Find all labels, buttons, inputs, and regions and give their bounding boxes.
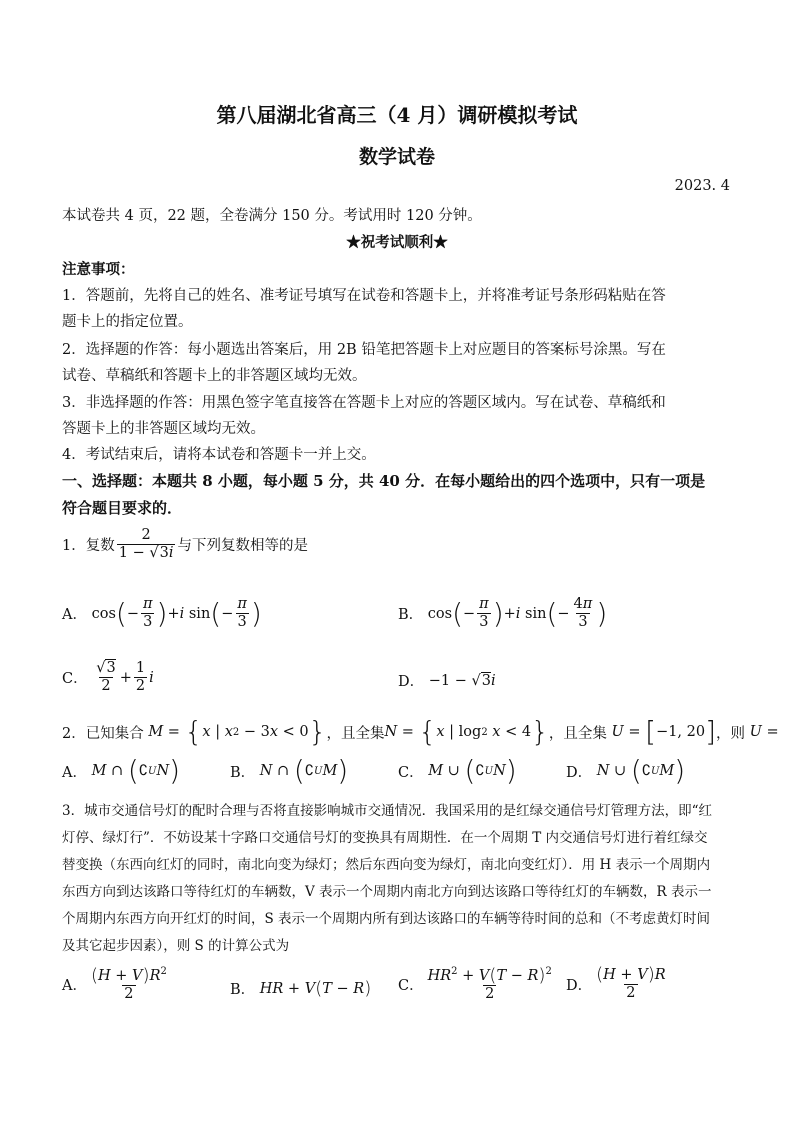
exam-date: 2023. 4 [674, 178, 730, 194]
q2-option-a: A． M ∩ ( ∁ U N ) [62, 754, 181, 787]
notes-heading: 注意事项： [62, 261, 135, 278]
exam-subtitle: 数学试卷 [358, 146, 435, 168]
note-line: 4．考试结束后，请将本试卷和答题卡一并上交。 [62, 447, 376, 463]
q2-option-c: C． M ∪ ( ∁ U N ) [398, 754, 517, 787]
note-line: 题卡上的指定位置。 [62, 314, 193, 330]
question-1 [62, 527, 308, 563]
question-3-line: 东西方向到达该路口等待红灯的车辆数，V 表示一个周期内南北方向到达该路口等待红灯的车辆数，R 表示一 [62, 884, 712, 900]
exam-title: 第八届湖北省高三（4 月）调研模拟考试 [216, 103, 578, 127]
note-line: 答题卡上的非答题区域均无效。 [62, 421, 265, 437]
note-line: 3．非选择题的作答：用黑色签字笔直接答在答题卡上对应的答题区域内。写在试卷、草稿纸和 [62, 395, 666, 411]
question-3-line: 及其它起步因素），则 S 的计算公式为 [62, 938, 290, 954]
q2-option-d: D． N ∪ ( ∁ U M ) [566, 754, 686, 787]
section-heading: 一、选择题：本题共 8 小题，每小题 5 分，共 40 分．在每小题给出的四个选项中，只有一项是 [62, 472, 706, 490]
question-3-line: 个周期内东西方向开红灯的时间，S 表示一个周期内所有到达该路口的车辆等待时间的总和（不考虑黄灯时间 [62, 911, 711, 927]
q3-option-d: D． $\frac{(H + V)R}{2}$ [566, 964, 666, 1002]
q1-option-c: C． $\frac{√3}{2}$ + $\frac{1}{2}$ i [62, 660, 154, 695]
q1-option-d: D． −1 − √3i [398, 672, 496, 690]
q2-option-b: B． N ∩ ( ∁ U M ) [230, 754, 349, 787]
question-2: 2．已知集合 M = { x | x 2 − 3 x < 0 } ，且全集 N = { x | log 2 x < 4 } ，且全集 U = [ −1, 20 ] ，则 U = [62, 715, 779, 748]
good-luck-line: ★祝考试顺利★ [346, 234, 448, 251]
question-3-line: 替变换（东西向红灯的同时，南北向变为绿灯；然后东西向变为绿灯，南北向变红灯）．用 H 表示一个周期内 [62, 857, 711, 873]
question-1-prefix: 1．复数 [62, 538, 115, 555]
q3-option-b: B． HR + V ( T − R ) [230, 977, 372, 999]
question-1-suffix: 与下列复数相等的是 [177, 538, 308, 555]
q3-option-c: C． $\frac{HR^2 + V(T - R)^2}{2}$ [398, 964, 552, 1003]
note-line: 试卷、草稿纸和答题卡上的非答题区域均无效。 [62, 368, 367, 384]
section-heading-cont: 符合题目要求的． [62, 499, 183, 517]
q1-option-b: B． cos ( − $\frac{\pi}{3}$ ) + i sin ( − $\frac{4\pi}{3}$ ) [398, 596, 608, 631]
question-3-line: 灯停、绿灯行”．不妨设某十字路口交通信号灯的变换具有周期性．在一个周期 T 内交通信号灯进行着红绿交 [62, 830, 708, 846]
fraction: $\frac{2}{1 - √3i}$ [118, 527, 174, 562]
question-3-line: 3．城市交通信号灯的配时合理与否将直接影响城市交通情况．我国采用的是红绿交通信号灯管理方法，即“红 [62, 803, 712, 819]
note-line: 1．答题前，先将自己的姓名、准考证号填写在试卷和答题卡上，并将准考证号条形码粘贴在答 [62, 288, 666, 304]
note-line: 2．选择题的作答：每小题选出答案后，用 2B 铅笔把答题卡上对应题目的答案标号涂黑。写在 [62, 342, 666, 358]
q3-option-a: A． $\frac{(H + V)R^2}{2}$ [62, 964, 167, 1003]
q1-option-a: A． cos ( − $\frac{\pi}{3}$ ) + i sin ( − $\frac{\pi}{3}$ ) [62, 596, 262, 631]
exam-intro: 本试卷共 4 页，22 题，全卷满分 150 分。考试用时 120 分钟。 [62, 208, 482, 224]
